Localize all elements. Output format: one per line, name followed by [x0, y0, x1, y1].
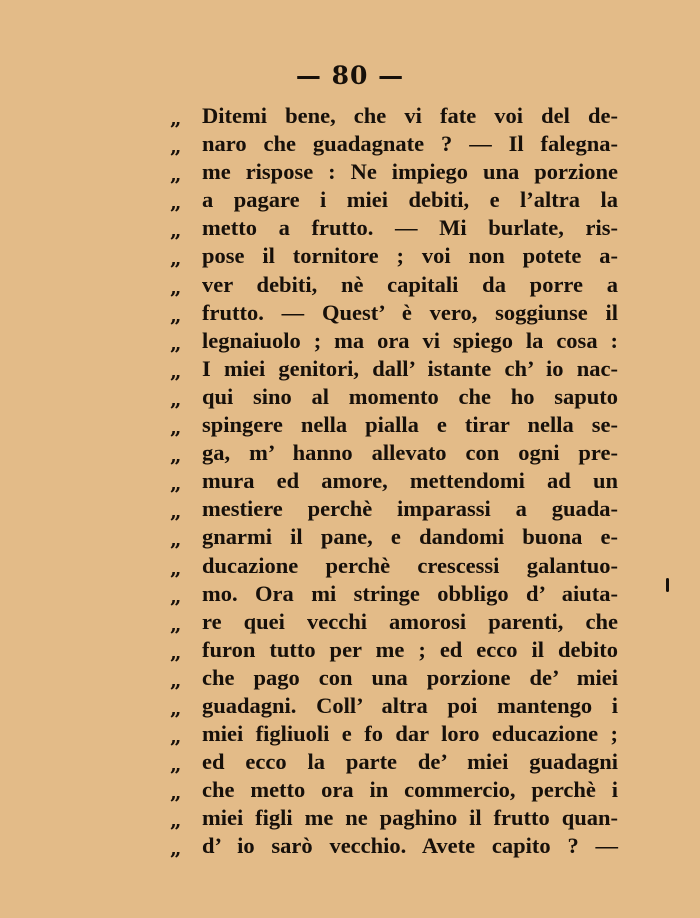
quotation-mark: „ — [170, 218, 182, 243]
text-line — [170, 439, 618, 467]
quotation-mark: „ — [170, 611, 182, 636]
line-text: me rispose : Ne impiego una porzione — [202, 159, 618, 185]
text-line — [170, 523, 618, 551]
quotation-mark: „ — [170, 302, 182, 327]
text-line — [170, 271, 618, 299]
quotation-mark: „ — [170, 471, 182, 496]
text-line — [170, 495, 618, 523]
text-line — [170, 214, 618, 242]
line-text: qui sino al momento che ho saputo — [202, 383, 618, 409]
text-line — [170, 580, 618, 608]
quotation-mark: „ — [170, 106, 182, 130]
quotation-mark: „ — [170, 555, 182, 580]
text-line — [170, 636, 618, 664]
line-text: frutto. — Quest’ è vero, soggiunse il — [202, 299, 618, 325]
text-block — [170, 102, 618, 861]
line-text: spingere nella pialla e tirar nella se- — [202, 412, 618, 438]
stray-ink-mark — [666, 578, 669, 592]
quotation-mark: „ — [170, 330, 182, 355]
line-text: mo. Ora mi stringe obbligo d’ aiuta- — [202, 580, 618, 606]
line-text: che metto ora in commercio, perchè i — [202, 777, 618, 803]
quotation-mark: „ — [170, 527, 182, 552]
quotation-mark: „ — [170, 695, 182, 720]
quotation-mark: „ — [170, 190, 182, 215]
quotation-mark: „ — [170, 134, 182, 159]
text-line — [170, 102, 618, 130]
quotation-mark: „ — [170, 162, 182, 187]
quotation-mark: „ — [170, 724, 182, 749]
quotation-mark: „ — [170, 836, 182, 861]
text-line — [170, 720, 618, 748]
text-line — [170, 692, 618, 720]
line-text: che pago con una porzione de’ miei — [202, 664, 618, 690]
quotation-mark: „ — [170, 246, 182, 271]
text-line — [170, 748, 618, 776]
text-line — [170, 552, 618, 580]
quotation-mark: „ — [170, 386, 182, 411]
text-line — [170, 664, 618, 692]
line-text: I miei genitori, dall’ istante ch’ io nac- — [202, 355, 618, 381]
line-text: pose il tornitore ; voi non potete a- — [202, 243, 618, 269]
text-line — [170, 242, 618, 270]
text-line — [170, 327, 618, 355]
quotation-mark: „ — [170, 808, 182, 833]
line-text: naro che guadagnate ? — Il falegna- — [202, 131, 618, 157]
line-text: Ditemi bene, che vi fate voi del de- — [202, 103, 618, 128]
line-text: ver debiti, nè capitali da porre a — [202, 271, 618, 297]
quotation-mark: „ — [170, 415, 182, 440]
line-text: mestiere perchè imparassi a guada- — [202, 496, 618, 522]
text-line — [170, 776, 618, 804]
line-text: ed ecco la parte de’ miei guadagni — [202, 749, 618, 775]
line-text: a pagare i miei debiti, e l’altra la — [202, 187, 618, 213]
text-line — [170, 411, 618, 439]
quotation-mark: „ — [170, 358, 182, 383]
text-line — [170, 186, 618, 214]
quotation-mark: „ — [170, 443, 182, 468]
line-text: metto a frutto. — Mi burlate, ris- — [202, 215, 618, 241]
line-text: guadagni. Coll’ altra poi mantengo i — [202, 692, 618, 718]
quotation-mark: „ — [170, 780, 182, 805]
quotation-mark: „ — [170, 499, 182, 524]
line-text: ga, m’ hanno allevato con ogni pre- — [202, 440, 618, 466]
line-text: mura ed amore, mettendomi ad un — [202, 468, 618, 494]
quotation-mark: „ — [170, 583, 182, 608]
text-line — [170, 832, 618, 860]
text-line — [170, 804, 618, 832]
text-line — [170, 355, 618, 383]
text-line — [170, 158, 618, 186]
quotation-mark: „ — [170, 274, 182, 299]
text-line — [170, 383, 618, 411]
quotation-mark: „ — [170, 639, 182, 664]
line-text: d’ io sarò vecchio. Avete capito ? — — [202, 833, 618, 859]
line-text: miei figli me ne paghino il frutto quan- — [202, 805, 618, 831]
page-number: — 80 — — [295, 61, 405, 90]
text-line — [170, 299, 618, 327]
text-line — [170, 467, 618, 495]
line-text: furon tutto per me ; ed ecco il debito — [202, 636, 618, 662]
line-text: miei figliuoli e fo dar loro educazione ; — [202, 721, 618, 747]
line-text: gnarmi il pane, e dandomi buona e- — [202, 524, 618, 550]
text-line — [170, 608, 618, 636]
line-text: ducazione perchè crescessi galantuo- — [202, 552, 618, 578]
quotation-mark: „ — [170, 667, 182, 692]
quotation-mark: „ — [170, 752, 182, 777]
text-line — [170, 130, 618, 158]
line-text: re quei vecchi amorosi parenti, che — [202, 608, 618, 634]
line-text: legnaiuolo ; ma ora vi spiego la cosa : — [202, 327, 618, 353]
